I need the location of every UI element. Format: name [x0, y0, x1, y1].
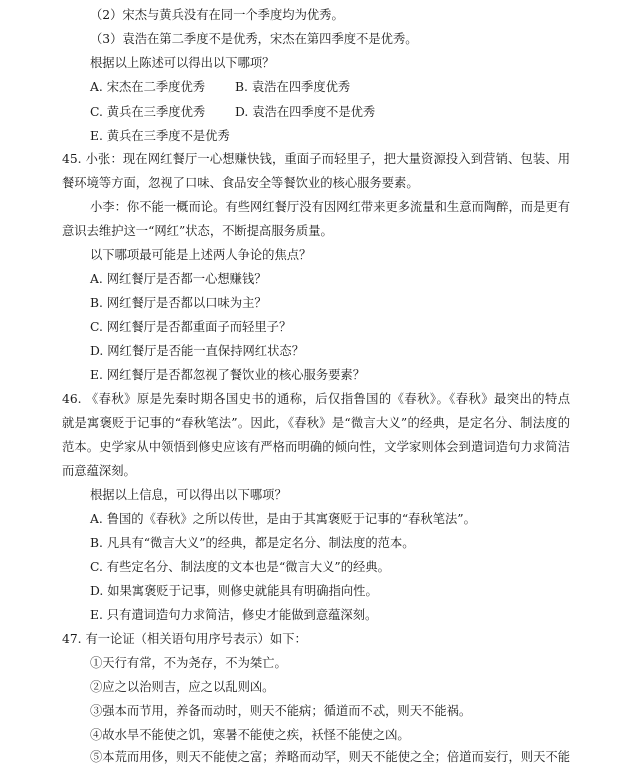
q45-stem-line-2: 餐环境等方面，忽视了口味、食品安全等餐饮业的核心服务要素。: [62, 176, 419, 190]
q47-statement-1: ①天行有常，不为尧存，不为桀亡。: [90, 656, 287, 670]
q46-stem-line-2: 就是寓褒贬于记事的“春秋笔法”。因此，《春秋》是“微言大义”的经典，是定名分、制法度的: [62, 416, 570, 430]
q45-option-d: D. 网红餐厅是否能一直保持网红状态？: [90, 344, 304, 358]
q47-statement-3: ③强本而节用，养备而动时，则天不能病；循道而不忒，则天不能祸。: [90, 704, 472, 718]
q47-statement-2: ②应之以治则吉，应之以乱则凶。: [90, 680, 275, 694]
q45-stem-line-3: 小李：你不能一概而论。有些网红餐厅没有因网红带来更多流量和生意而陶醉，而是更有: [90, 200, 570, 214]
q46-option-a: A. 鲁国的《春秋》之所以传世，是由于其寓褒贬于记事的“春秋笔法”。: [90, 512, 476, 526]
q47-stem: 47. 有一论证（相关语句用序号表示）如下：: [62, 632, 307, 646]
q44-option-e: E. 黄兵在三季度不是优秀: [90, 129, 230, 143]
q45-option-c: C. 网红餐厅是否都重面子而轻里子？: [90, 320, 292, 334]
q46-stem-line-4: 而意蕴深刻。: [62, 464, 136, 478]
q46-option-e: E. 只有遣词造句力求简洁，修史才能做到意蕴深刻。: [90, 608, 378, 622]
q46-stem-line-3: 范本。史学家从中领悟到修史应该有严格而明确的倾向性，文学家则体会到遣词造句力求简洁: [62, 440, 570, 454]
q45-option-b: B. 网红餐厅是否都以口味为主？: [90, 296, 267, 310]
q44-option-d: D. 袁浩在四季度不是优秀: [235, 105, 376, 119]
q46-question: 根据以上信息，可以得出以下哪项？: [90, 488, 287, 502]
q45-option-e: E. 网红餐厅是否都忽视了餐饮业的核心服务要素？: [90, 368, 366, 382]
q46-option-c: C. 有些定名分、制法度的文本也是“微言大义”的经典。: [90, 560, 390, 574]
q44-condition-3: （3）袁浩在第二季度不是优秀，宋杰在第四季度不是优秀。: [90, 32, 418, 46]
q45-question: 以下哪项最可能是上述两人争论的焦点？: [90, 248, 312, 262]
q46-option-b: B. 凡具有“微言大义”的经典，都是定名分、制法度的范本。: [90, 536, 415, 550]
q44-option-c: C. 黄兵在三季度优秀: [90, 105, 206, 119]
q45-stem-line-4: 意识去维护这一“网红”状态，不断提高服务质量。: [62, 224, 333, 238]
q44-option-b: B. 袁浩在四季度优秀: [235, 80, 351, 94]
q44-option-a: A. 宋杰在二季度优秀: [90, 80, 206, 94]
q46-stem-line-1: 46. 《春秋》原是先秦时期各国史书的通称，后仅指鲁国的《春秋》。《春秋》最突出的特点: [62, 392, 570, 406]
q44-condition-2: （2）宋杰与黄兵没有在同一个季度均为优秀。: [90, 8, 344, 22]
q47-statement-5: ⑤本荒而用侈，则天不能使之富；养略而动罕，则天不能使之全；倍道而妄行，则天不能: [90, 750, 570, 764]
q46-option-d: D. 如果寓褒贬于记事，则修史就能具有明确指向性。: [90, 584, 378, 598]
q45-stem-line-1: 45. 小张：现在网红餐厅一心想赚快钱，重面子而轻里子，把大量资源投入到营销、包装、用: [62, 152, 570, 166]
q45-option-a: A. 网红餐厅是否都一心想赚钱？: [90, 272, 267, 286]
q44-question: 根据以上陈述可以得出以下哪项？: [90, 56, 275, 70]
q47-statement-4: ④故水旱不能使之饥，寒暑不能使之疾，袄怪不能使之凶。: [90, 728, 410, 742]
